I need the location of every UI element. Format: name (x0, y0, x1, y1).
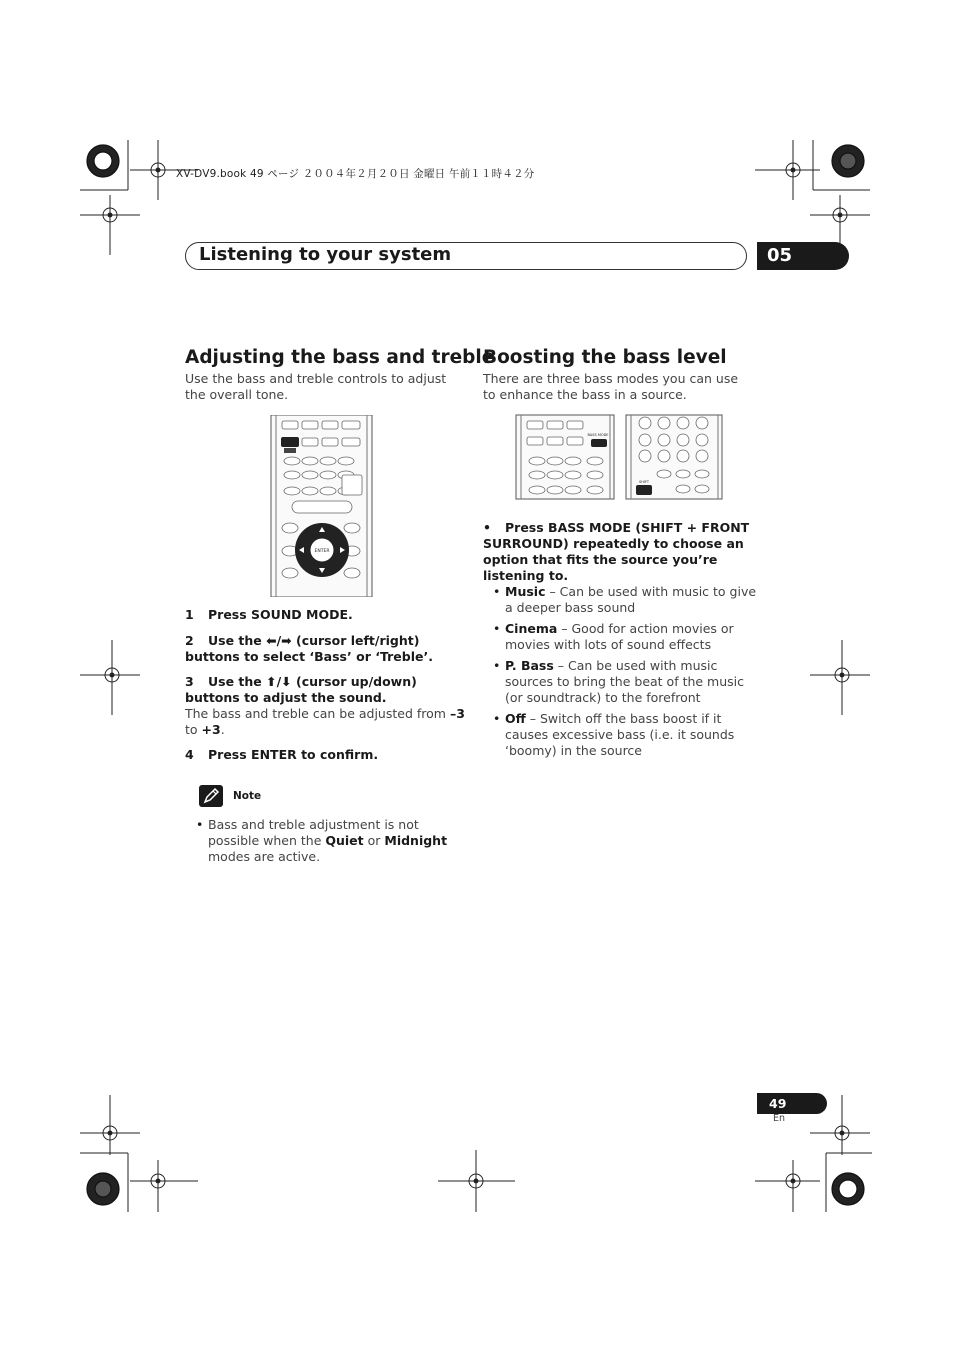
language-code: En (773, 1113, 786, 1124)
right-heading: Boosting the bass level (483, 347, 727, 368)
remote-illustration-left (270, 415, 374, 597)
banner-title: Listening to your system (199, 244, 452, 265)
cursor-up-down-icon: ⬆/⬇ (266, 674, 292, 689)
step-2: 2 Use the ⬅/➡ (cursor left/right) buttons to select ‘Bass’ or ‘Treble’. (185, 633, 433, 664)
note-pencil-icon (199, 785, 223, 807)
shift-button-label: SHIFT (639, 480, 649, 484)
chapter-number: 05 (757, 242, 849, 270)
bass-mode-off: • Off – Switch off the bass boost if it causes excessive bass (i.e. it sounds ‘boomy) in the source (483, 711, 761, 759)
file-header: XV-DV9.book 49 ページ ２００４年２月２０日 金曜日 午前１１時４２分 (176, 168, 535, 180)
bass-mode-instruction: • Press BASS MODE (SHIFT + FRONT SURROUND) repeatedly to choose an option that fits the source you’re listening to. (483, 520, 750, 583)
bass-mode-pbass: • P. Bass – Can be used with music sources to bring the beat of the music (or soundtrack) to the forefront (483, 658, 761, 706)
note-label: Note (233, 790, 262, 802)
bass-mode-label: BASS MODE (587, 433, 609, 437)
left-heading: Adjusting the bass and treble (185, 347, 495, 368)
right-intro: There are three bass modes you can use to enhance the bass in a source. (483, 371, 739, 402)
page-number: 49 (757, 1093, 827, 1114)
step-3: 3 Use the ⬆/⬇ (cursor up/down) buttons to adjust the sound. The bass and treble can be adjusted from –3 to +3. (185, 674, 465, 737)
cursor-left-right-icon: ⬅/➡ (266, 633, 292, 648)
left-intro: Use the bass and treble controls to adjust the overall tone. (185, 371, 447, 402)
enter-button-label: ENTER (314, 549, 330, 554)
step-4: 4 Press ENTER to confirm. (185, 747, 379, 762)
note-list (186, 817, 464, 870)
bass-modes-list (483, 584, 761, 764)
bass-mode-music: • Music – Can be used with music to give a deeper bass sound (483, 584, 761, 616)
note-item: • Bass and treble adjustment is not possible when the Quiet or Midnight modes are active. (186, 817, 464, 865)
bass-mode-cinema: • Cinema – Good for action movies or movies with lots of sound effects (483, 621, 761, 653)
step-1: 1 Press SOUND MODE. (185, 607, 353, 622)
remote-illustration-right (515, 413, 725, 501)
